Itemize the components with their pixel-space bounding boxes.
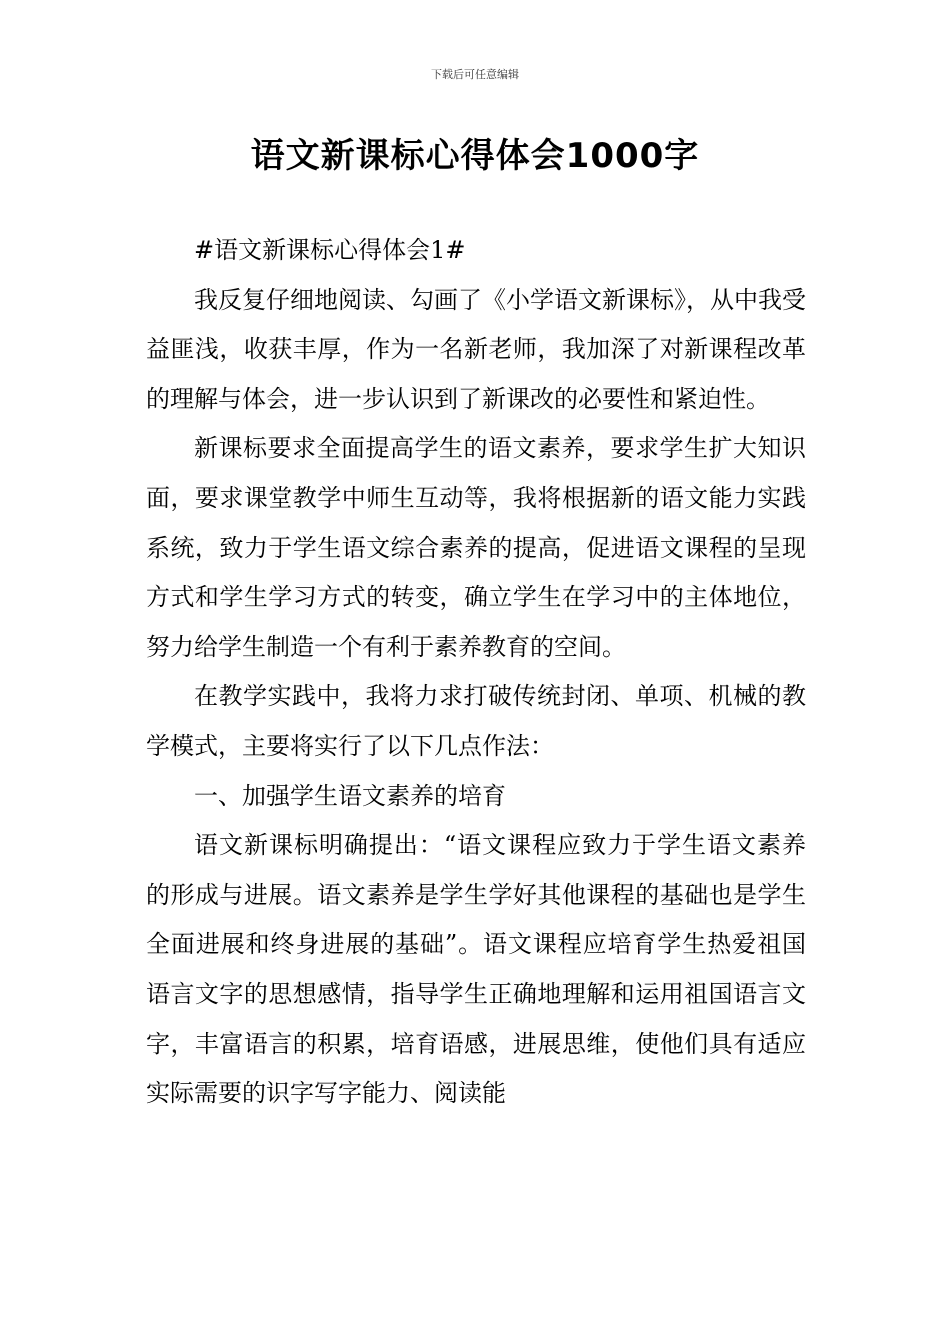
- paragraph-section-heading: #语文新课标心得体会1#: [194, 236, 466, 264]
- document-title: 语文新课标心得体会1000字: [250, 136, 700, 176]
- paragraph: 新课标要求全面提高学生的语文素养，要求学生扩大知识面，要求课堂教学中师生互动等，我将根据新的语文能力实践系统，致力于学生语文综合素养的提高，促进语文课程的呈现方式和学生学习方式的转变，确立学生在学习中的主体地位，努力给学生制造一个有利于素养教育的空间。: [146, 434, 806, 661]
- paragraph: 我反复仔细地阅读、勾画了《小学语文新课标》，从中我受益匪浅，收获丰厚，作为一名新老师，我加深了对新课程改革的理解与体会，进一步认识到了新课改的必要性和紧迫性。: [146, 285, 806, 413]
- document-body: [146, 226, 806, 1119]
- page-header-note: 下载后可任意编辑: [431, 68, 519, 81]
- paragraph-subheading: 一、加强学生语文素养的培育: [194, 781, 506, 810]
- paragraph: 在教学实践中，我将力求打破传统封闭、单项、机械的教学模式，主要将实行了以下几点作法：: [146, 682, 806, 760]
- paragraph: 语文新课标明确提出：“语文课程应致力于学生语文素养的形成与进展。语文素养是学生学好其他课程的基础也是学生全面进展和终身进展的基础”。语文课程应培育学生热爱祖国语言文字的思想感情，指导学生正确地理解和运用祖国语言文字，丰富语言的积累，培育语感，进展思维，使他们具有适应实际需要的识字写字能力、阅读能: [146, 831, 806, 1108]
